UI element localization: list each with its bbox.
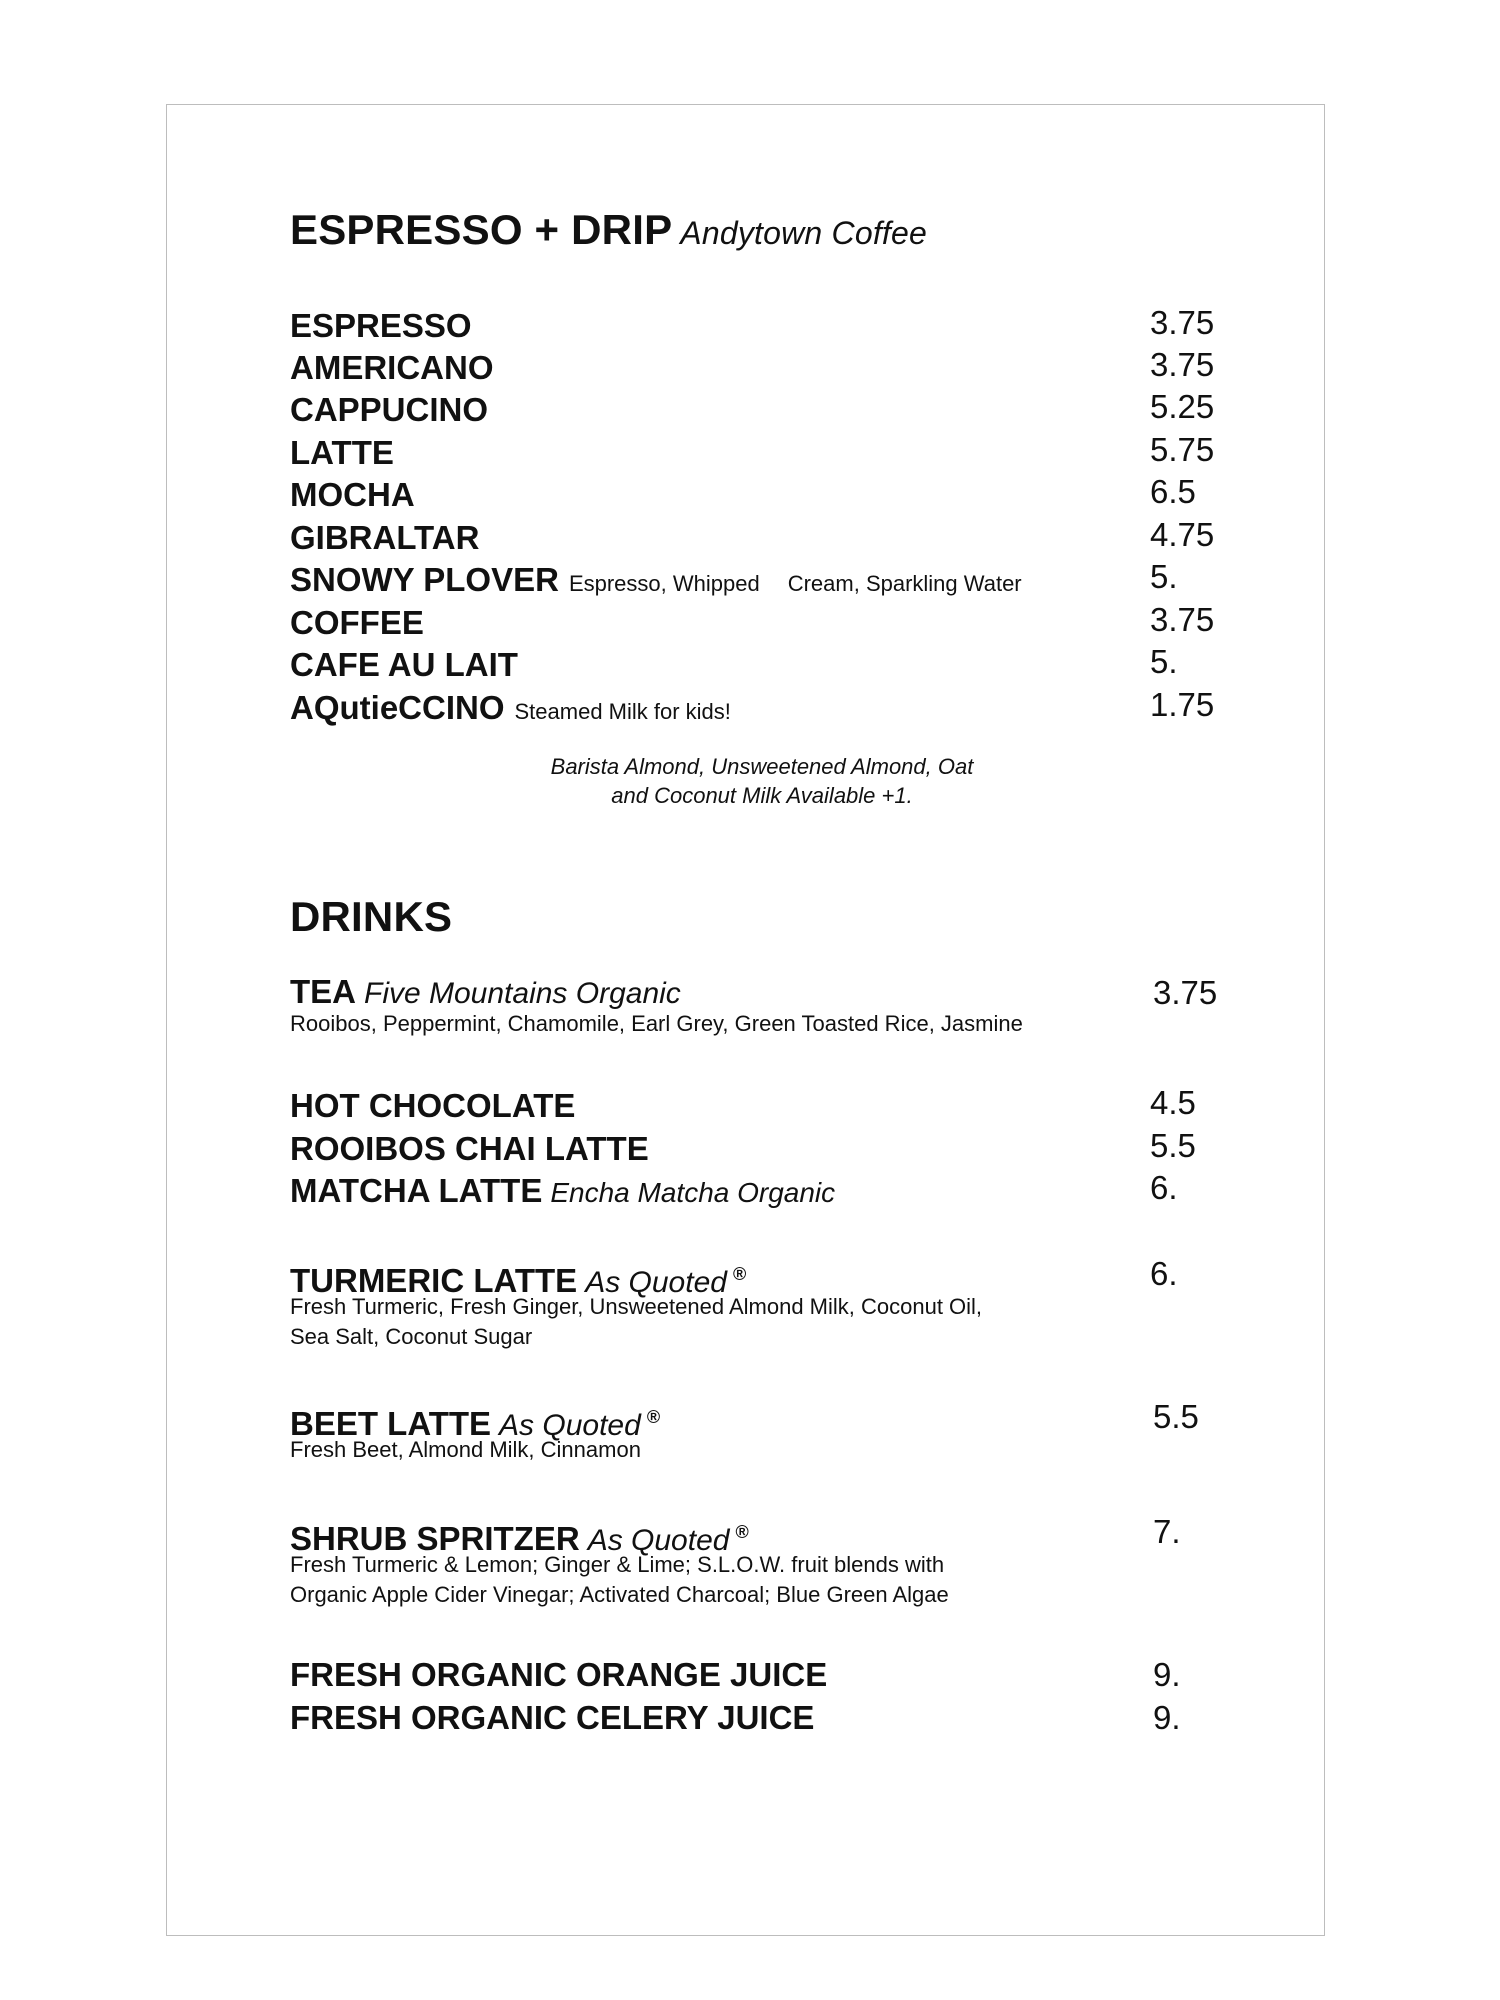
price-aqutieccino: 1.75 [1150,686,1215,723]
menu-item-espresso: ESPRESSO [290,307,472,344]
price-shrub-spritzer: 7. [1153,1513,1181,1550]
milk-note-line-2: and Coconut Milk Available +1. [611,783,913,808]
price-hot-chocolate: 4.5 [1150,1084,1196,1121]
menu-item-matcha-latte [290,1170,835,1214]
menu-item-rooibos-chai-latte: ROOIBOS CHAI LATTE [290,1130,649,1167]
espresso-subtitle: Andytown Coffee [680,215,927,251]
price-latte: 5.75 [1150,431,1215,468]
matcha-latte-sub: Encha Matcha Organic [550,1177,836,1208]
shrub-spritzer-sub: As Quoted [587,1524,730,1557]
price-celery-juice: 9. [1153,1699,1181,1736]
tea-name: TEA [290,973,356,1010]
turmeric-desc-2: Sea Salt, Coconut Sugar [290,1324,533,1349]
tea-sub: Five Mountains Organic [364,977,681,1010]
shrub-desc-1: Fresh Turmeric & Lemon; Ginger & Lime; S.L.O.W. fruit blends with [290,1552,945,1577]
menu-item-hot-chocolate: HOT CHOCOLATE [290,1087,576,1124]
aqutieccino-desc: Steamed Milk for kids! [514,699,731,724]
price-rooibos-chai-latte: 5.5 [1150,1127,1196,1164]
menu-item-celery-juice: FRESH ORGANIC CELERY JUICE [290,1699,815,1736]
menu-item-coffee: COFFEE [290,604,424,641]
registered-mark: ® [646,1407,661,1427]
price-espresso: 3.75 [1150,304,1215,341]
price-cappucino: 5.25 [1150,388,1215,425]
menu-item-americano: AMERICANO [290,349,494,386]
turmeric-desc-1: Fresh Turmeric, Fresh Ginger, Unsweetened Almond Milk, Coconut Oil, [290,1294,983,1319]
tea-desc: Rooibos, Peppermint, Chamomile, Earl Grey, Green Toasted Rice, Jasmine [290,1011,1023,1036]
milk-note-line-1: Barista Almond, Unsweetened Almond, Oat [550,754,974,779]
price-coffee: 3.75 [1150,601,1215,638]
menu-item-cafe-au-lait: CAFE AU LAIT [290,646,518,683]
espresso-section-title [290,206,927,254]
price-snowy-plover: 5. [1150,558,1178,595]
beet-desc: Fresh Beet, Almond Milk, Cinnamon [290,1437,641,1462]
turmeric-latte-sub: As Quoted [585,1266,727,1299]
price-mocha: 6.5 [1150,473,1196,510]
beet-latte-name: BEET LATTE [290,1405,492,1442]
menu-item-cappucino: CAPPUCINO [290,391,489,428]
menu-item-aqutieccino [290,687,731,733]
price-beet-latte: 5.5 [1153,1398,1199,1435]
registered-mark: ® [735,1522,749,1542]
price-gibraltar: 4.75 [1150,516,1215,553]
menu-item-snowy-plover [290,559,1022,605]
matcha-latte-name: MATCHA LATTE [290,1172,543,1209]
milk-note [412,752,1112,810]
shrub-desc-2: Organic Apple Cider Vinegar; Activated Charcoal; Blue Green Algae [290,1582,949,1607]
menu-item-gibraltar: GIBRALTAR [290,519,480,556]
snowy-plover-desc-2: Cream, Sparkling Water [787,571,1022,596]
menu-item-latte: LATTE [290,434,394,471]
turmeric-latte-name: TURMERIC LATTE [290,1262,578,1299]
registered-mark: ® [732,1264,747,1284]
price-orange-juice: 9. [1153,1656,1181,1693]
price-cafe-au-lait: 5. [1150,643,1178,680]
shrub-spritzer-name: SHRUB SPRITZER [290,1520,580,1557]
price-tea: 3.75 [1153,974,1218,1011]
espresso-title-text: ESPRESSO + DRIP [290,206,673,253]
drinks-section-title: DRINKS [290,893,453,940]
snowy-plover-desc: Espresso, Whipped [568,571,760,596]
price-matcha-latte: 6. [1150,1169,1178,1206]
price-turmeric-latte: 6. [1150,1255,1178,1292]
snowy-plover-name: SNOWY PLOVER [290,561,559,598]
menu-item-mocha: MOCHA [290,476,415,513]
beet-latte-sub: As Quoted [499,1409,641,1442]
menu-item-orange-juice: FRESH ORGANIC ORANGE JUICE [290,1656,828,1693]
aqutieccino-name: AQutieCCINO [290,689,505,726]
price-americano: 3.75 [1150,346,1215,383]
